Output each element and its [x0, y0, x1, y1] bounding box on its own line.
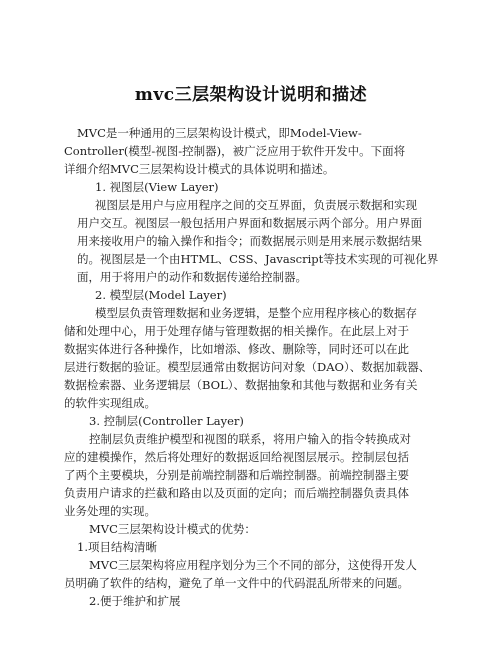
- body-line: 数据实体进行各种操作，比如增添、修改、删除等，同时还可以在此: [64, 342, 409, 356]
- body-line: 的软件实现组成。: [64, 396, 156, 410]
- body-line: Controller(模型-视图-控制器)，被广泛应用于软件开发中。下面将: [64, 144, 406, 158]
- body-line: 模型层负责管理数据和业务逻辑，是整个应用程序核心的数据存: [95, 306, 417, 320]
- document-title: mvc三层架构设计说明和描述: [134, 85, 368, 105]
- section-heading-model: 2. 模型层(Model Layer): [95, 288, 227, 302]
- body-line: 视图层是用户与应用程序之间的交互界面，负责展示数据和实现: [95, 198, 417, 212]
- advantages-heading: MVC三层架构设计模式的优势：: [89, 522, 256, 536]
- body-line: 负责用户请求的拦截和路由以及页面的定向；而后端控制器负责具体: [64, 486, 409, 500]
- body-line: 用户交互。视图层一般包括用户界面和数据展示两个部分。用户界面: [77, 216, 422, 230]
- section-heading-view: 1. 视图层(View Layer): [95, 180, 219, 194]
- body-line: 的。视图层是一个由HTML、CSS、Javascript等技术实现的可视化界: [77, 252, 439, 266]
- body-line: 层进行数据的验证。模型层通常由数据访问对象（DAO）、数据加载器、: [64, 360, 431, 374]
- body-line: 控制层负责维护模型和视图的联系，将用户输入的指令转换成对: [89, 432, 411, 446]
- body-line: 应的建模操作，然后将处理好的数据返回给视图层展示。控制层包括: [64, 450, 409, 464]
- body-line: 数据检索器、业务逻辑层（BOL）、数据抽象和其他与数据和业务有关: [64, 378, 418, 392]
- body-line: 用来接收用户的输入操作和指令；而数据展示则是用来展示数据结果: [77, 234, 422, 248]
- body-line: 储和处理中心，用于处理存储与管理数据的相关操作。在此层上对于: [64, 324, 409, 338]
- section-heading-controller: 3. 控制层(Controller Layer): [89, 414, 244, 428]
- body-line: MVC是一种通用的三层架构设计模式，即Model-View-: [77, 126, 362, 140]
- body-line: MVC三层架构将应用程序划分为三个不同的部分，这使得开发人: [89, 558, 417, 572]
- body-line: 业务处理的实现。: [64, 504, 156, 518]
- advantage-item: 1.项目结构清晰: [77, 540, 157, 554]
- body-line: 员明确了软件的结构，避免了单一文件中的代码混乱所带来的问题。: [64, 576, 409, 590]
- advantage-item: 2.便于维护和扩展: [89, 594, 181, 608]
- body-line: 详细介绍MVC三层架构设计模式的具体说明和描述。: [64, 162, 335, 176]
- body-line: 面，用于将用户的动作和数据传递给控制器。: [77, 270, 307, 284]
- body-line: 了两个主要模块，分别是前端控制器和后端控制器。前端控制器主要: [64, 468, 409, 482]
